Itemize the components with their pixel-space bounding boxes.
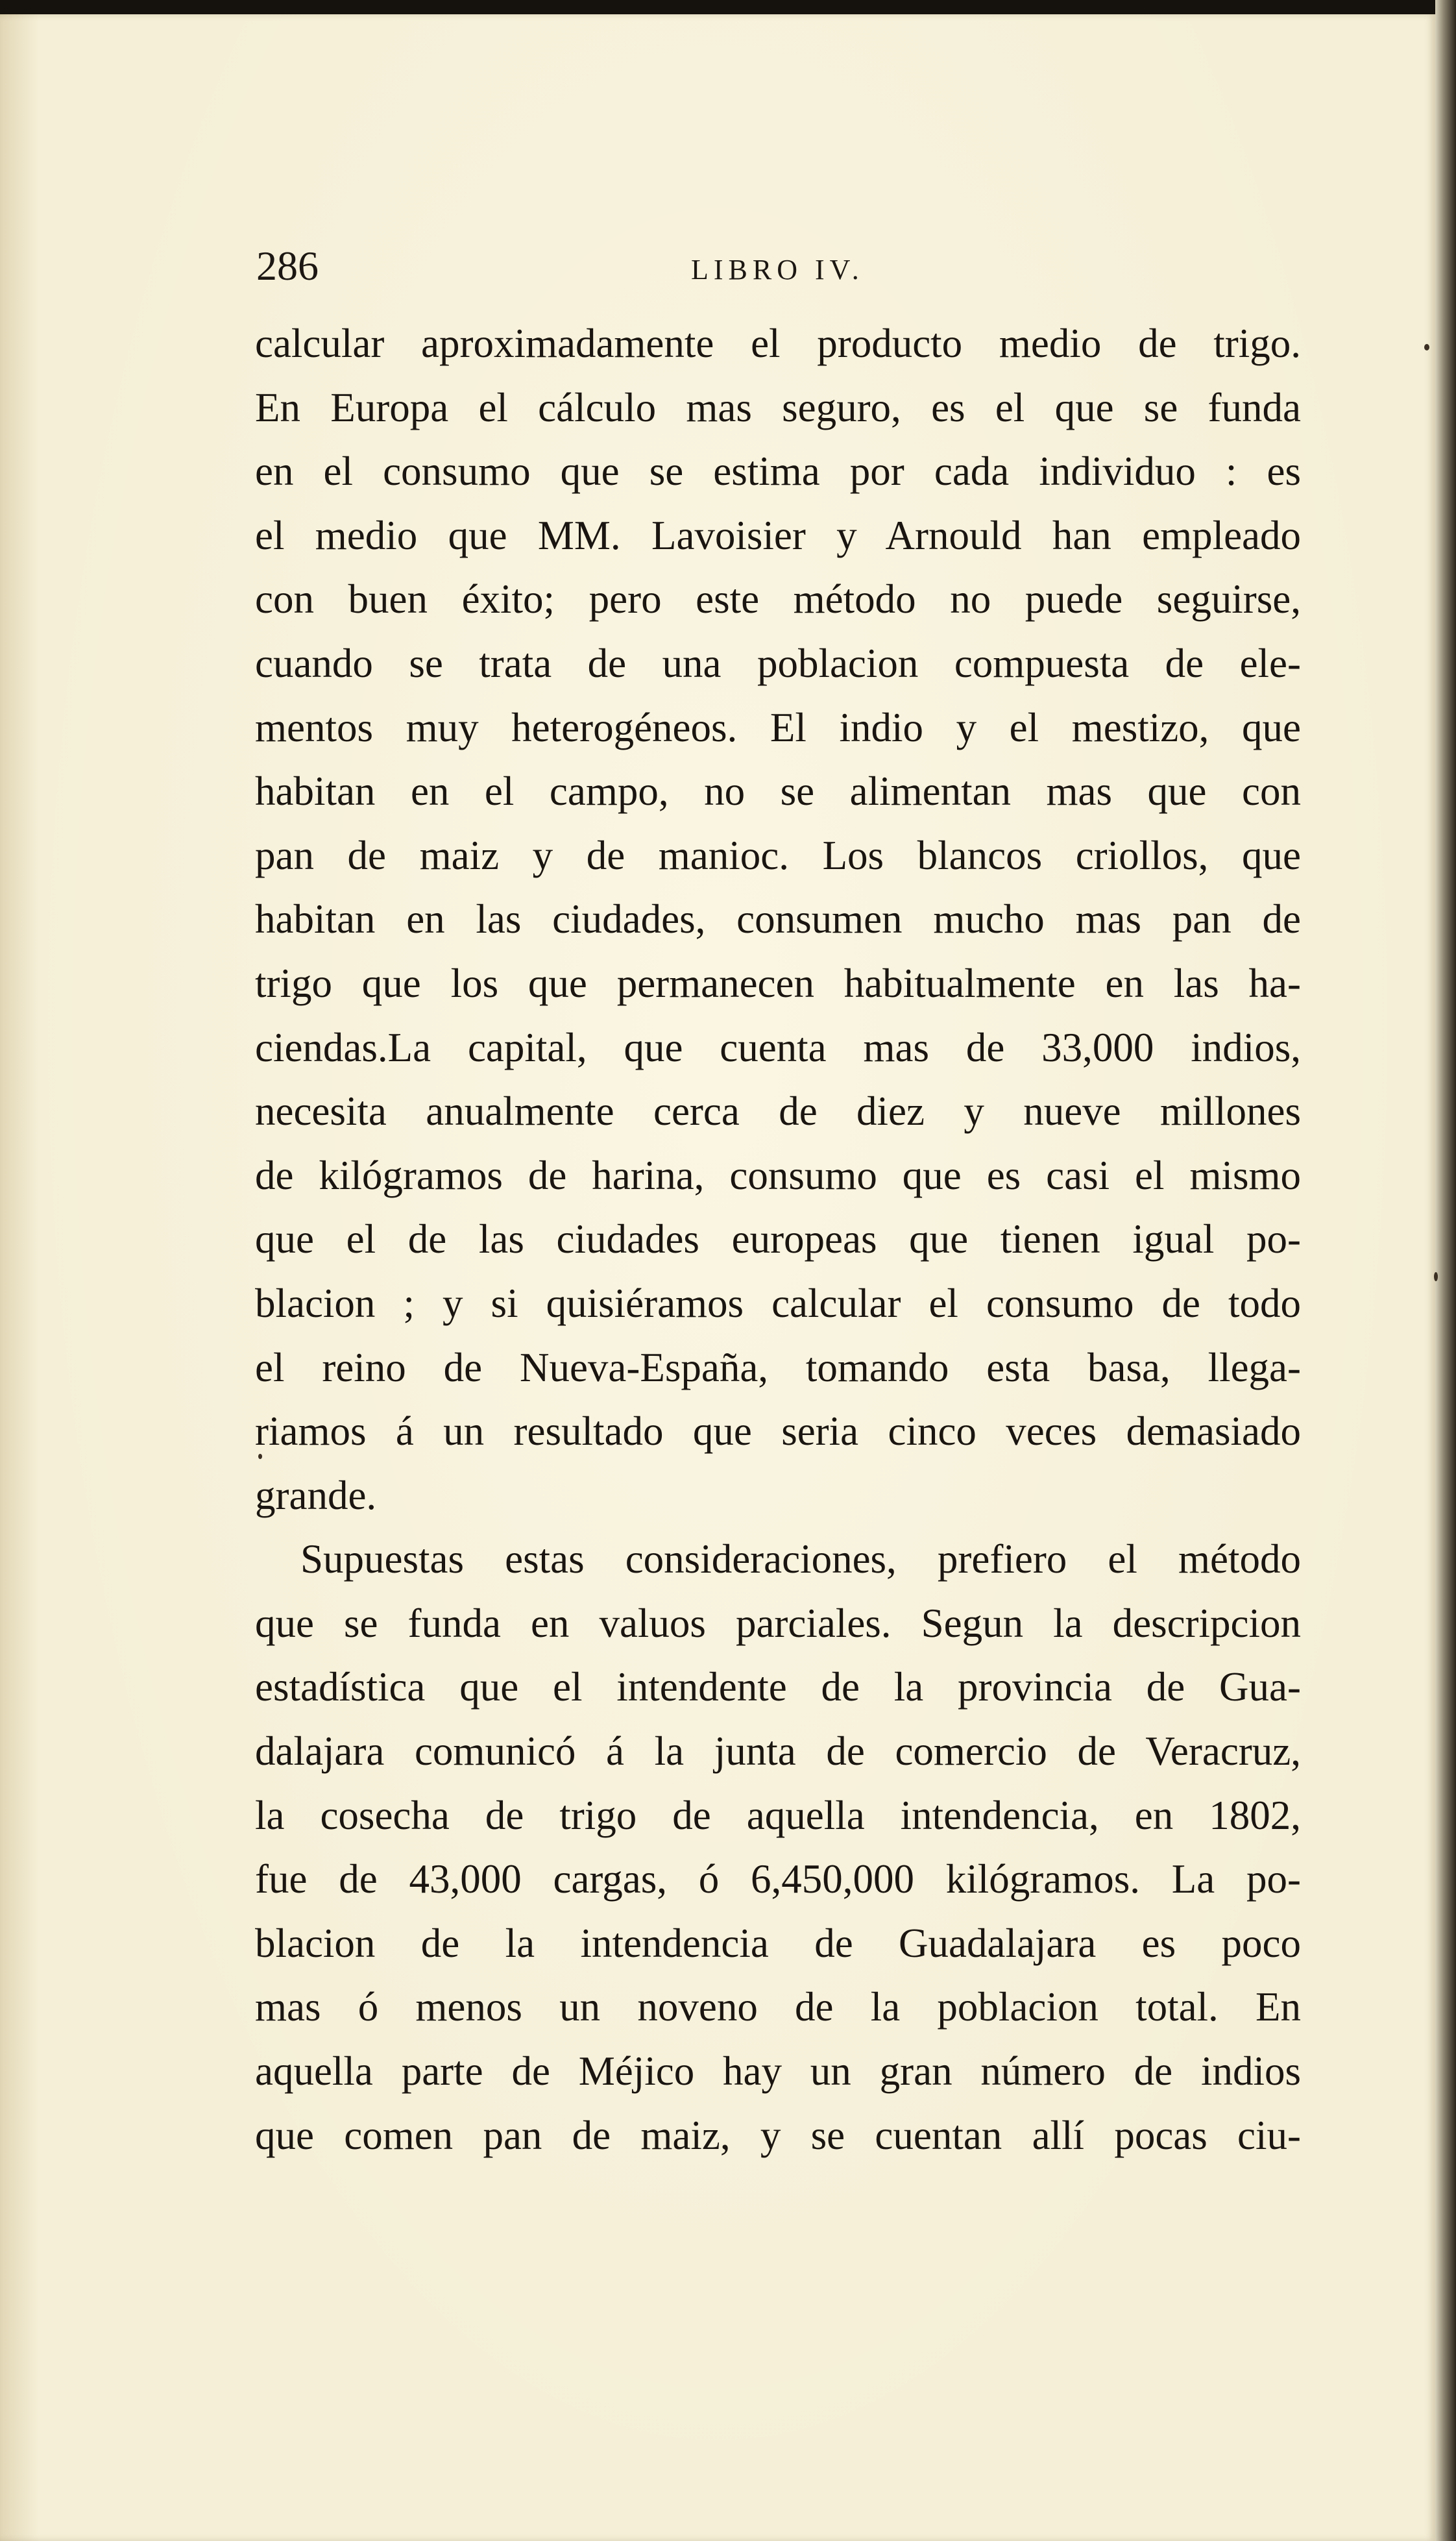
- body-text: [255, 312, 1301, 2167]
- text-line: Supuestas estas consideraciones, prefiero el método: [300, 1536, 1301, 1582]
- page-number: 286: [256, 243, 319, 289]
- text-line: en el consumo que se estima por cada individuo : es: [255, 448, 1301, 495]
- text-line: aquella parte de Méjico hay un gran número de indios: [255, 2048, 1301, 2094]
- text-line: calcular aproximadamente el producto medio de trigo.: [255, 321, 1301, 366]
- text-line: el reino de Nueva-España, tomando esta basa, llega-: [255, 1344, 1301, 1390]
- page-edge: [1435, 0, 1456, 2541]
- text-line: En Europa el cálculo mas seguro, es el que se funda: [255, 384, 1301, 430]
- text-line: blacion de la intendencia de Guadalajara es poco: [255, 1920, 1301, 1966]
- text-line: cuando se trata de una poblacion compuesta de ele-: [255, 640, 1301, 686]
- page-header: [256, 234, 1307, 299]
- text-line: con buen éxito; pero este método no puede seguirse,: [255, 576, 1301, 622]
- text-line: trigo que los que permanecen habitualmente en las ha-: [255, 960, 1301, 1006]
- text-line: blacion ; y si quisiéramos calcular el consumo de todo: [255, 1280, 1301, 1326]
- text-line: riamos á un resultado que seria cinco veces demasiado: [255, 1408, 1301, 1455]
- text-line: estadística que el intendente de la provincia de Gua-: [255, 1664, 1301, 1710]
- text-line: de kilógramos de harina, consumo que es casi el mismo: [255, 1152, 1301, 1198]
- text-line: la cosecha de trigo de aquella intendencia, en 1802,: [255, 1792, 1301, 1838]
- text-line: mentos muy heterogéneos. El indio y el mestizo, que: [255, 704, 1301, 750]
- ink-speck: [1424, 344, 1429, 350]
- text-line: mas ó menos un noveno de la poblacion total. En: [255, 1984, 1301, 2030]
- running-head: LIBRO IV.: [691, 254, 864, 286]
- text-line: habitan en las ciudades, consumen mucho mas pan de: [255, 896, 1301, 942]
- ink-speck: [258, 1454, 262, 1459]
- text-line: que se funda en valuos parciales. Segun la descripcion: [255, 1600, 1301, 1646]
- text-line: que comen pan de maiz, y se cuentan allí pocas ciu-: [255, 2112, 1301, 2158]
- ink-speck: [1434, 1272, 1438, 1281]
- text-line: grande.: [255, 1472, 377, 1518]
- text-line: habitan en el campo, no se alimentan mas que con: [255, 768, 1301, 815]
- text-line: dalajara comunicó á la junta de comercio de Veracruz,: [255, 1728, 1301, 1774]
- text-line: el medio que MM. Lavoisier y Arnould han empleado: [255, 512, 1301, 558]
- text-line: fue de 43,000 cargas, ó 6,450,000 kilógramos. La po-: [255, 1856, 1301, 1902]
- text-line: pan de maiz y de manioc. Los blancos criollos, que: [255, 832, 1301, 878]
- text-line: necesita anualmente cerca de diez y nueve millones: [255, 1088, 1301, 1135]
- text-line: ciendas.La capital, que cuenta mas de 33,000 indios,: [255, 1024, 1301, 1070]
- text-line: que el de las ciudades europeas que tienen igual po-: [255, 1216, 1301, 1262]
